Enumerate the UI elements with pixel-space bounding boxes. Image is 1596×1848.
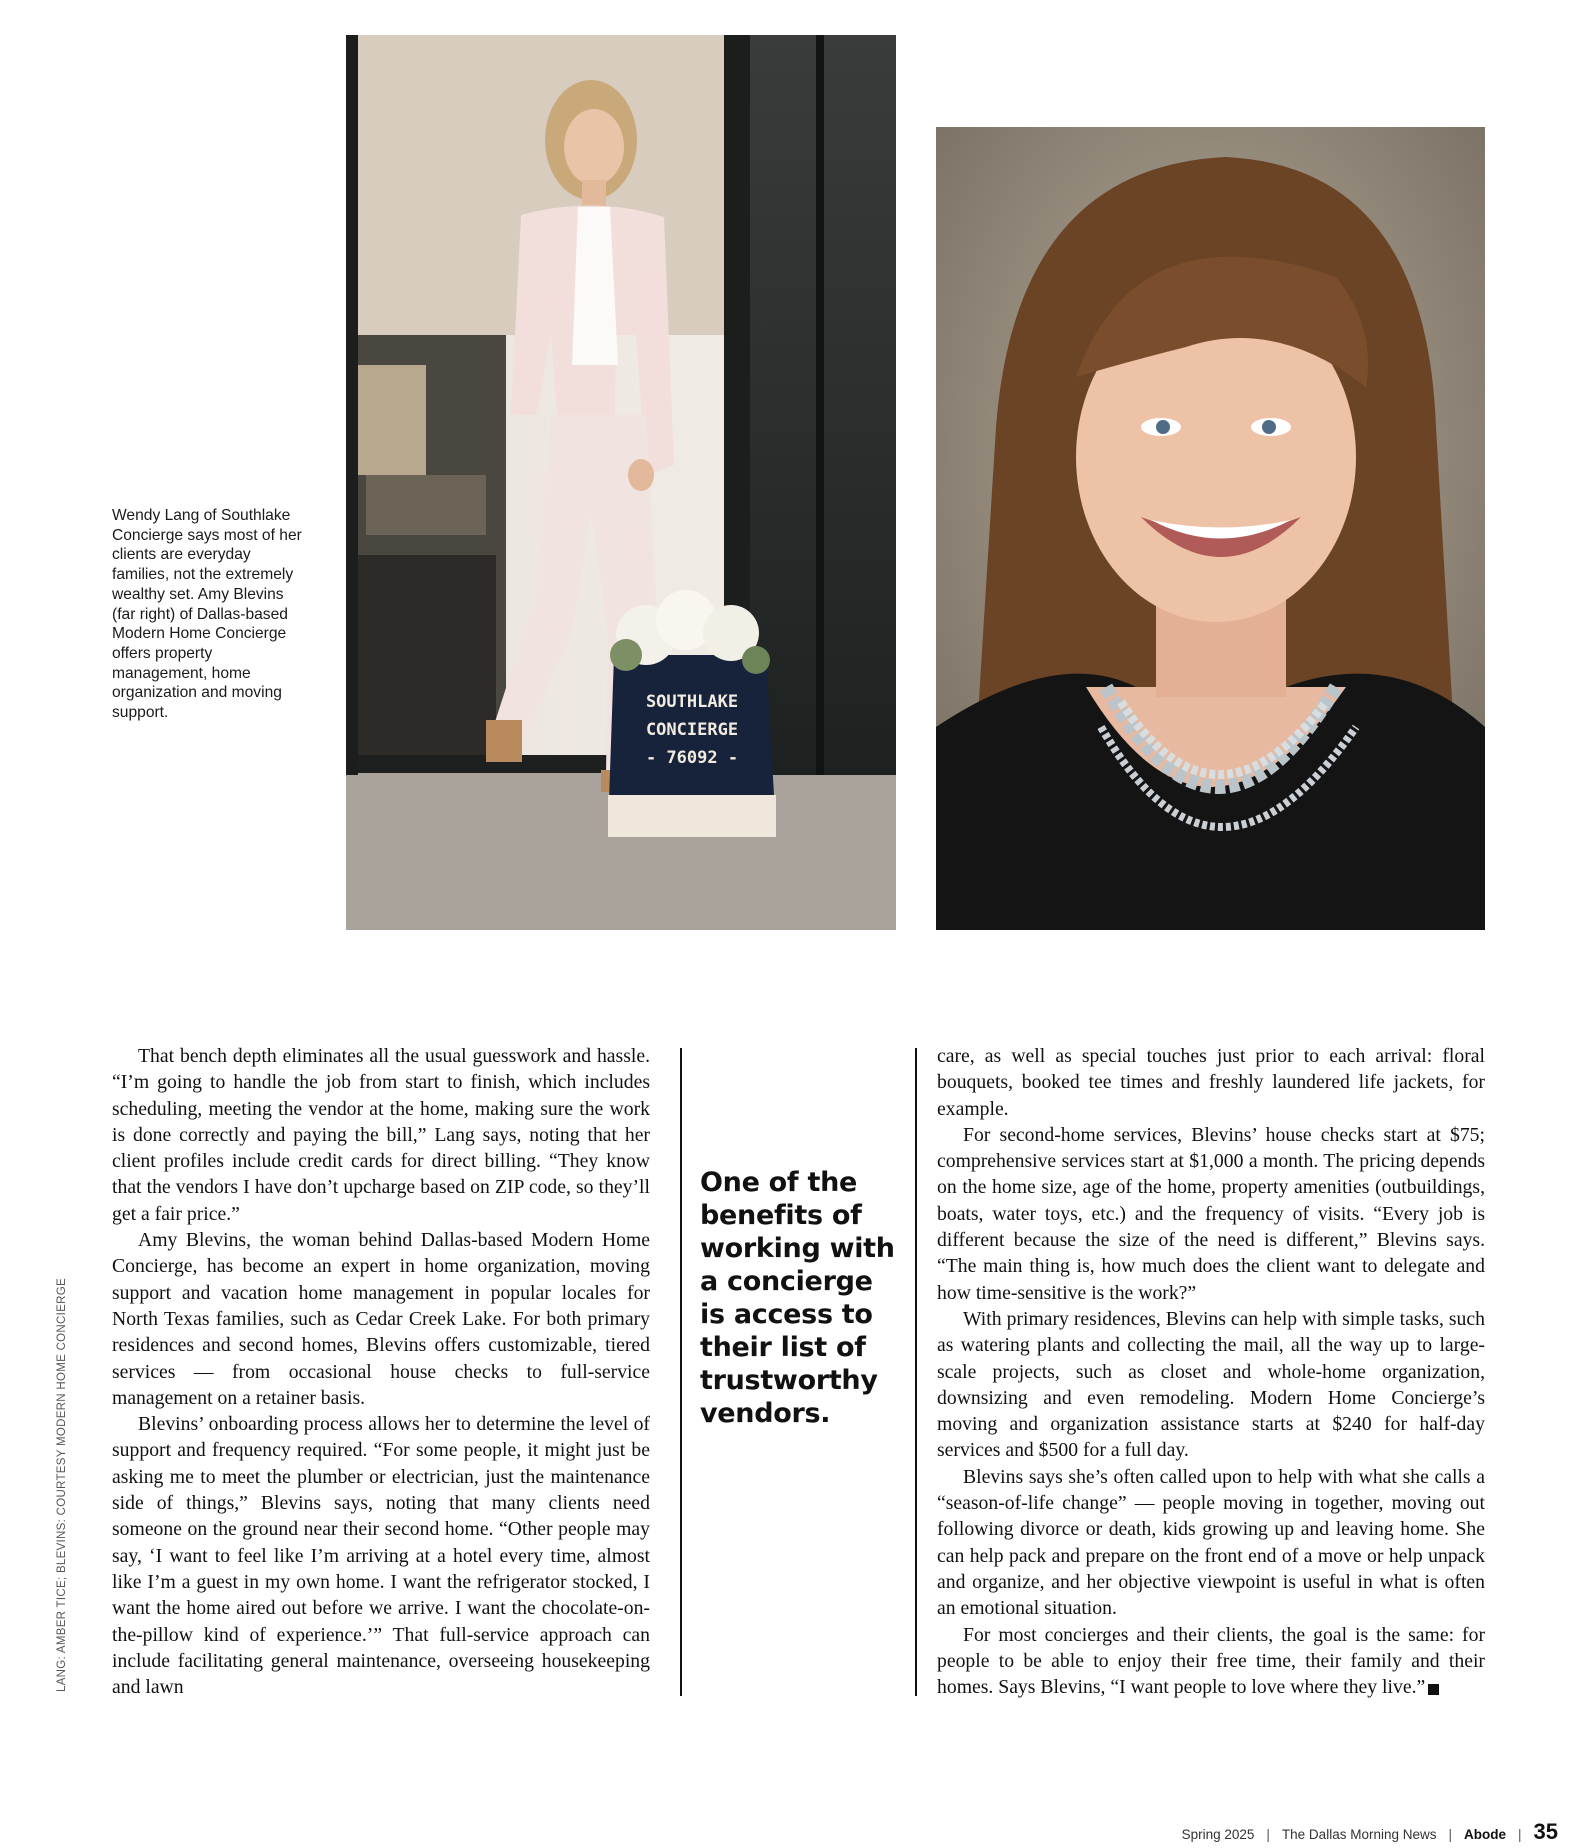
section-name: Abode xyxy=(1464,1827,1506,1842)
photo-caption: Wendy Lang of Southlake Concierge says most of her clients are everyday families, not the extremely wealthy set. Amy Blevins (far right) of Dallas-based Modern Home Concierge offers property management, home organization and moving support. xyxy=(112,507,302,722)
paragraph: Blevins’ onboarding process allows her to determine the level of support and frequency required. “For some people, it might just be asking me to meet the plumber or electrician, just the maintenance side of things,” Blevins says, noting that many clients need someone on the ground near their second home. “Other people may say, ‘I want to feel like I’m arriving at a hotel every time, almost like I’m a guest in my own home. I want the refrigerator stocked, I want the home aired out before we arrive. I want the chocolate-on-the-pillow kind of experience.’” That full-service approach can include facilitating general maintenance, overseeing housekeeping and lawn xyxy=(112,1413,650,1699)
issue-date: Spring 2025 xyxy=(1181,1827,1255,1842)
divider-rule-right xyxy=(915,1048,917,1696)
final-paragraph-text: For most concierges and their clients, the goal is the same: for people to be able to enjoy their free time, their family and their homes. Says Blevins, “I want people to love where they live.” xyxy=(937,1623,1485,1699)
pull-quote: One of the benefits of working with a concierge is access to their list of trustworthy vendors. xyxy=(700,1167,895,1429)
bag-text-line-2: CONCIERGE xyxy=(645,720,739,740)
end-mark-icon: D xyxy=(1428,1684,1439,1695)
paragraph: That bench depth eliminates all the usual guesswork and hassle. “I’m going to handle the job from start to finish, which includes scheduling, meeting the vendor at the home, making sure the work is done correctly and paying the bill,” Lang says, noting that her client profiles include credit cards for direct billing. “They know that the vendors I have don’t upcharge based on ZIP code, so they’ll get a fair price.” xyxy=(112,1045,650,1225)
footer-separator: | xyxy=(1266,1827,1270,1842)
paragraph: Blevins says she’s often called upon to help with what she calls a “season-of-life change” — people moving in together, moving out following divorce or death, kids growing up and leaving home. She can help pack and prepare on the front end of a move or help unpack and organize, and her objective viewpoint is useful in what is often an emotional situation. xyxy=(937,1465,1485,1620)
paragraph: With primary residences, Blevins can help with simple tasks, such as watering plants and collecting the mail, all the way up to large-scale projects, such as closet and whole-home organization, downsizing and even remodeling. Modern Home Concierge’s moving and organization assistance starts at $240 for half-day services and $500 for a full day. xyxy=(937,1307,1485,1462)
page-footer xyxy=(1182,1819,1558,1845)
photo-amy-blevins xyxy=(936,127,1485,930)
article-column-right xyxy=(937,1043,1485,1700)
bag-text-line-1: SOUTHLAKE xyxy=(645,692,739,712)
photo-wendy-lang xyxy=(346,35,896,930)
bag-text-line-3: - 76092 - xyxy=(645,748,739,768)
photo-wendy-lang-illustration xyxy=(346,35,896,930)
paragraph: Amy Blevins, the woman behind Dallas-based Modern Home Concierge, has become an expert in home organization, moving support and vacation home management in popular locales for North Texas families, such as Cedar Creek Lake. For both primary residences and second homes, Blevins offers customizable, tiered services — from occasional house checks to full-service management on a retainer basis. xyxy=(112,1229,650,1409)
paragraph: For second-home services, Blevins’ house checks start at $75; comprehensive services start at $1,000 a month. The pricing depends on the home size, age of the home, property amenities (outbuildings, boats, water toys, etc.) and the frequency of visits. “Every job is different because the size of the need is different,” Blevins says. “The main thing is, how much does the client want to delegate and how time-sensitive is the work?” xyxy=(937,1123,1485,1304)
footer-separator: | xyxy=(1448,1827,1452,1842)
divider-rule-left xyxy=(680,1048,682,1696)
footer-separator: | xyxy=(1518,1827,1522,1842)
photo-amy-blevins-illustration xyxy=(936,127,1485,930)
publication-name: The Dallas Morning News xyxy=(1281,1827,1437,1842)
article-column-left xyxy=(112,1043,650,1700)
paragraph-final xyxy=(937,1622,1485,1701)
photo-credit: LANG: AMBER TICE; BLEVINS: COURTESY MODERN HOME CONCIERGE xyxy=(56,1278,68,1692)
paragraph: care, as well as special touches just prior to each arrival: floral bouquets, booked tee times and freshly laundered life jackets, for example. xyxy=(937,1045,1485,1120)
page-number: 35 xyxy=(1533,1819,1558,1844)
